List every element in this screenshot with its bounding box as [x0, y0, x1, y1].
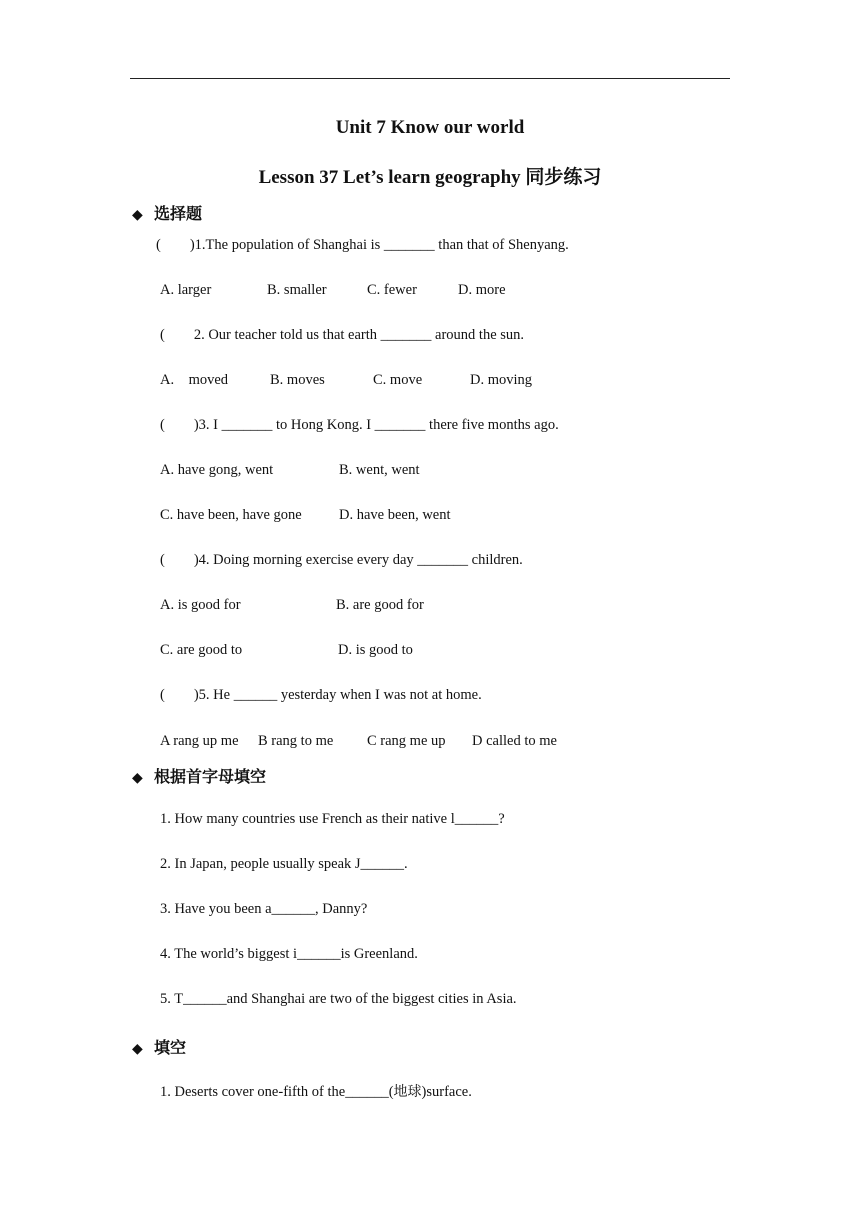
- question-stem: ( )3. I _______ to Hong Kong. I _______ there five months ago.: [160, 417, 559, 433]
- fill-item: 1. Deserts cover one-fifth of the______(地球)surface.: [160, 1084, 472, 1100]
- option: D. have been, went: [339, 507, 451, 523]
- option: D. moving: [470, 372, 533, 388]
- question-stem: ( )1.The population of Shanghai is _______ than that of Shenyang.: [156, 237, 569, 253]
- question-stem: ( )5. He ______ yesterday when I was not at home.: [160, 687, 482, 703]
- fill-item: 2. In Japan, people usually speak J______.: [160, 856, 408, 872]
- fill-item: 5. T______and Shanghai are two of the biggest cities in Asia.: [160, 991, 517, 1007]
- option: D. more: [458, 282, 506, 298]
- option: C. are good to: [160, 642, 243, 658]
- section-heading-multiple-choice: ◆ 选择题: [132, 204, 203, 223]
- section-heading-initial-letter-fill: ◆ 根据首字母填空: [132, 767, 267, 786]
- option: D called to me: [472, 733, 557, 749]
- diamond-bullet-icon: ◆: [132, 207, 143, 223]
- option: B rang to me: [258, 733, 334, 749]
- fill-item: 1. How many countries use French as their native l______?: [160, 811, 505, 827]
- option: A. larger: [160, 282, 212, 298]
- question-stem: ( )4. Doing morning exercise every day _______ children.: [160, 552, 523, 568]
- option: A. have gong, went: [160, 462, 274, 478]
- diamond-bullet-icon: ◆: [132, 1041, 143, 1057]
- option: B. smaller: [267, 282, 327, 298]
- option: D. is good to: [338, 642, 413, 658]
- option: A rang up me: [160, 733, 239, 749]
- option: B. went, went: [339, 462, 420, 478]
- option: C. move: [373, 372, 423, 388]
- option: A. is good for: [160, 597, 241, 613]
- question-stem: ( 2. Our teacher told us that earth _______ around the sun.: [160, 327, 525, 343]
- option: B. are good for: [336, 597, 424, 613]
- option: C. have been, have gone: [160, 507, 302, 523]
- option: C rang me up: [367, 733, 446, 749]
- option: A. moved: [160, 372, 229, 388]
- option: B. moves: [270, 372, 325, 388]
- page-subtitle: Lesson 37 Let’s learn geography 同步练习: [258, 167, 602, 188]
- diamond-bullet-icon: ◆: [132, 770, 143, 786]
- fill-item: 4. The world’s biggest i______is Greenland.: [160, 946, 418, 962]
- option: C. fewer: [367, 282, 417, 298]
- fill-item: 3. Have you been a______, Danny?: [160, 901, 368, 917]
- section-heading-fill-blank: ◆ 填空: [132, 1038, 187, 1057]
- header-rule: [130, 78, 730, 79]
- page-title: Unit 7 Know our world: [335, 117, 525, 138]
